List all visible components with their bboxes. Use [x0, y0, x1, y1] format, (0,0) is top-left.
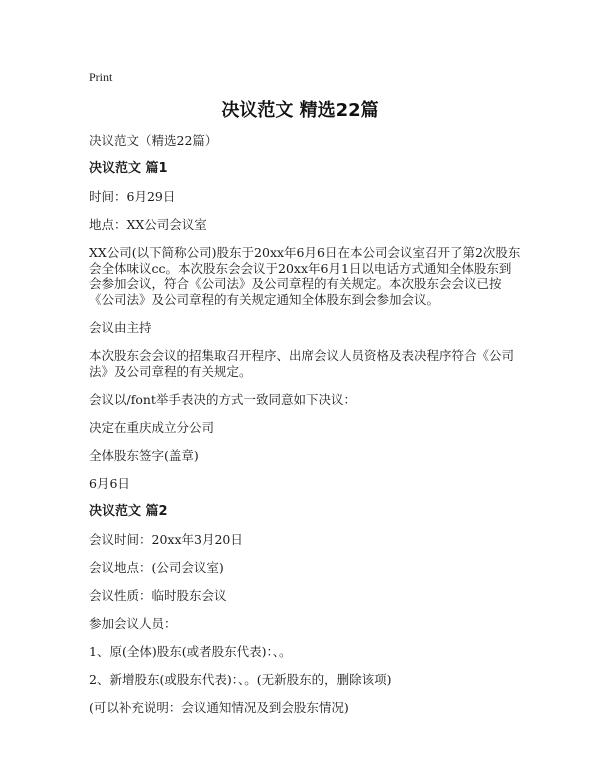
- attendee-item-1: 1、原(全体)股东(或者股东代表)：、。: [89, 644, 292, 659]
- meeting-nature-line: 会议性质：临时股东会议: [89, 588, 227, 603]
- meeting-place-line: 地点：XX公司会议室: [89, 217, 207, 232]
- print-label: Print: [89, 70, 113, 84]
- meeting-time-line: 时间：6月29日: [89, 189, 176, 204]
- meeting-place-line-2: 会议地点：(公司会议室): [89, 560, 224, 575]
- meeting-time-line-2: 会议时间：20xx年3月20日: [89, 532, 243, 547]
- page-title: 决议范文 精选22篇: [221, 100, 379, 121]
- signature-line: 全体股东签字(盖章): [89, 448, 199, 463]
- section-heading-1: 决议范文 篇1: [89, 161, 168, 176]
- decision-line: 决定在重庆成立分公司: [89, 420, 215, 435]
- subtitle: 决议范文（精选22篇）: [89, 133, 218, 148]
- supplement-line: (可以补充说明：会议通知情况及到会股东情况): [89, 700, 349, 715]
- date-line: 6月6日: [89, 476, 130, 491]
- procedure-paragraph: 本次股东会会议的招集取召开程序、出席会议人员资格及表决程序符合《公司法》及公司章程的有关规定。: [89, 348, 515, 379]
- voting-line: 会议以/font举手表决的方式一致同意如下决议：: [89, 392, 356, 407]
- host-line: 会议由主持: [89, 320, 152, 335]
- document-body: [89, 133, 523, 728]
- intro-paragraph: XX公司(以下简称公司)股东于20xx年6月6日在本公司会议室召开了第2次股东会全体味议cc。本次股东会会议于20xx年6月1日以电话方式通知全体股东到会参加会议，符合《公司法》及公司章程的有关规定。本次股东会会议已按《公司法》及公司章程的有关规定通知全体股东到会参加会议。: [89, 245, 521, 307]
- section-heading-2: 决议范文 篇2: [89, 504, 168, 519]
- attendee-item-2: 2、新增股东(或股东代表)：、。(无新股东的，删除该项): [89, 672, 392, 687]
- attendees-line: 参加会议人员：: [89, 616, 177, 631]
